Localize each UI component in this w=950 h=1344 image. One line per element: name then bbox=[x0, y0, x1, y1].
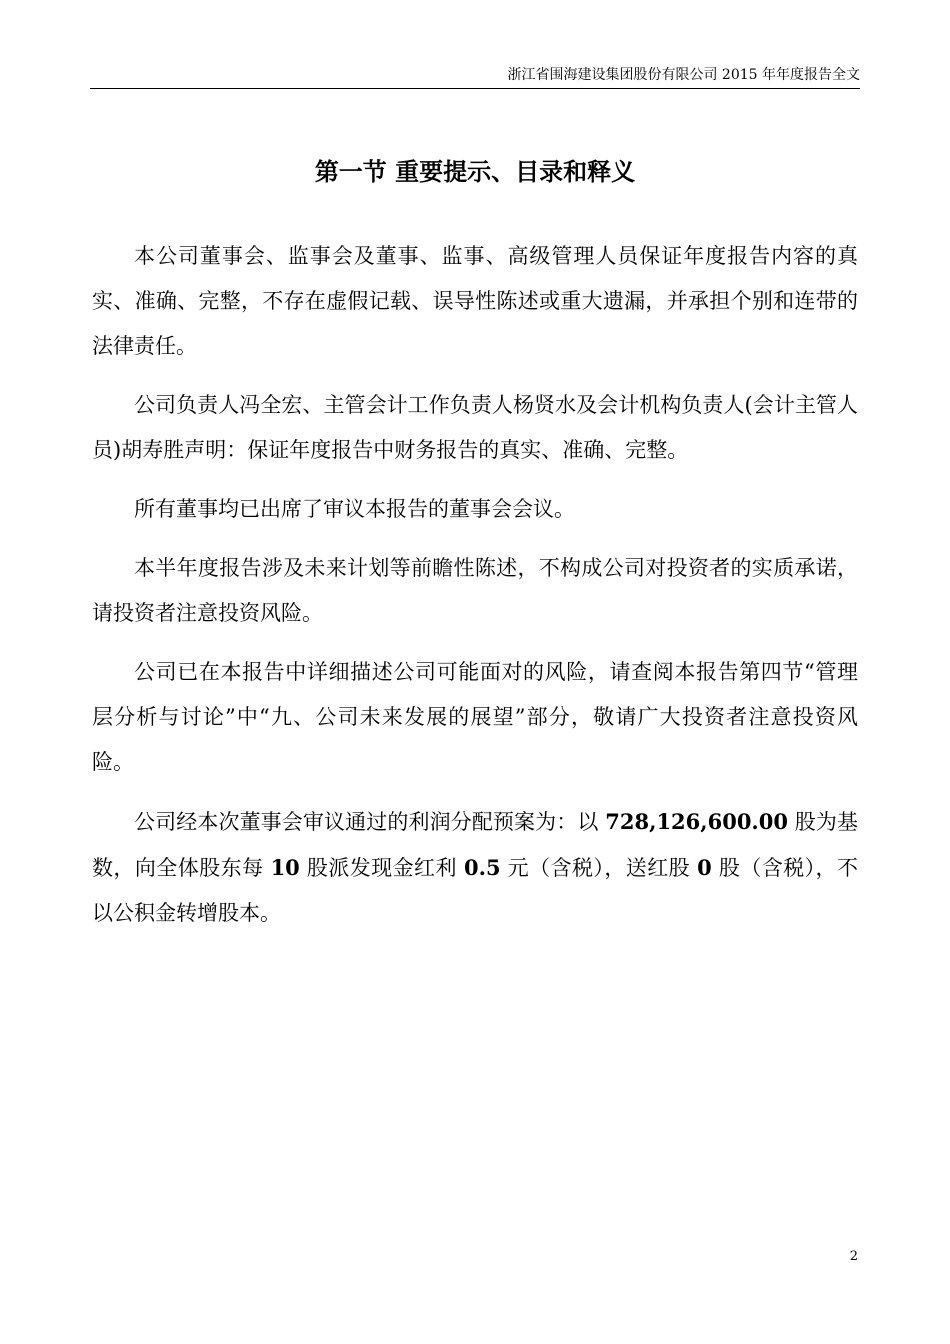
per-shares-value: 10 bbox=[270, 855, 300, 880]
section-title: 第一节 重要提示、目录和释义 bbox=[314, 157, 636, 186]
cash-dividend-value: 0.5 bbox=[464, 855, 501, 880]
paragraph-board-guarantee: 本公司董事会、监事会及董事、监事、高级管理人员保证年度报告内容的真实、准确、完整，不存在虚假记载、误导性陈述或重大遗漏，并承担个别和连带的法律责任。 bbox=[92, 244, 858, 358]
running-header: 浙江省围海建设集团股份有限公司 2015 年年度报告全文 bbox=[507, 67, 860, 83]
dividend-text-1: 公司经本次董事会审议通过的利润分配预案为：以 bbox=[134, 810, 606, 834]
paragraph-responsible-persons: 公司负责人冯全宏、主管会计工作负责人杨贤水及会计机构负责人(会计主管人员)胡寿胜声明：保证年度报告中财务报告的真实、准确、完整。 bbox=[92, 393, 858, 462]
dividend-text-2: 股为基数，向全体股东每 bbox=[92, 810, 858, 880]
paragraph-attendance: 所有董事均已出席了审议本报告的董事会会议。 bbox=[134, 497, 575, 521]
header-divider bbox=[90, 88, 860, 89]
page-number: 2 bbox=[849, 1249, 858, 1264]
bonus-shares-value: 0 bbox=[697, 855, 712, 880]
document-body bbox=[92, 234, 858, 950]
paragraph-forward-looking: 本半年度报告涉及未来计划等前瞻性陈述，不构成公司对投资者的实质承诺，请投资者注意投资风险。 bbox=[92, 556, 858, 625]
paragraph-dividend-plan bbox=[92, 799, 858, 936]
dividend-text-4: 元（含税），送红股 bbox=[500, 856, 698, 880]
share-base-value: 728,126,600.00 bbox=[605, 809, 788, 834]
dividend-text-5: 股（含税），不以公积金转增股本。 bbox=[92, 856, 858, 925]
dividend-text-3: 股派发现金红利 bbox=[299, 856, 465, 880]
paragraph-risk-notice: 公司已在本报告中详细描述公司可能面对的风险，请查阅本报告第四节“管理层分析与讨论”中“九、公司未来发展的展望”部分，敬请广大投资者注意投资风险。 bbox=[92, 660, 858, 774]
